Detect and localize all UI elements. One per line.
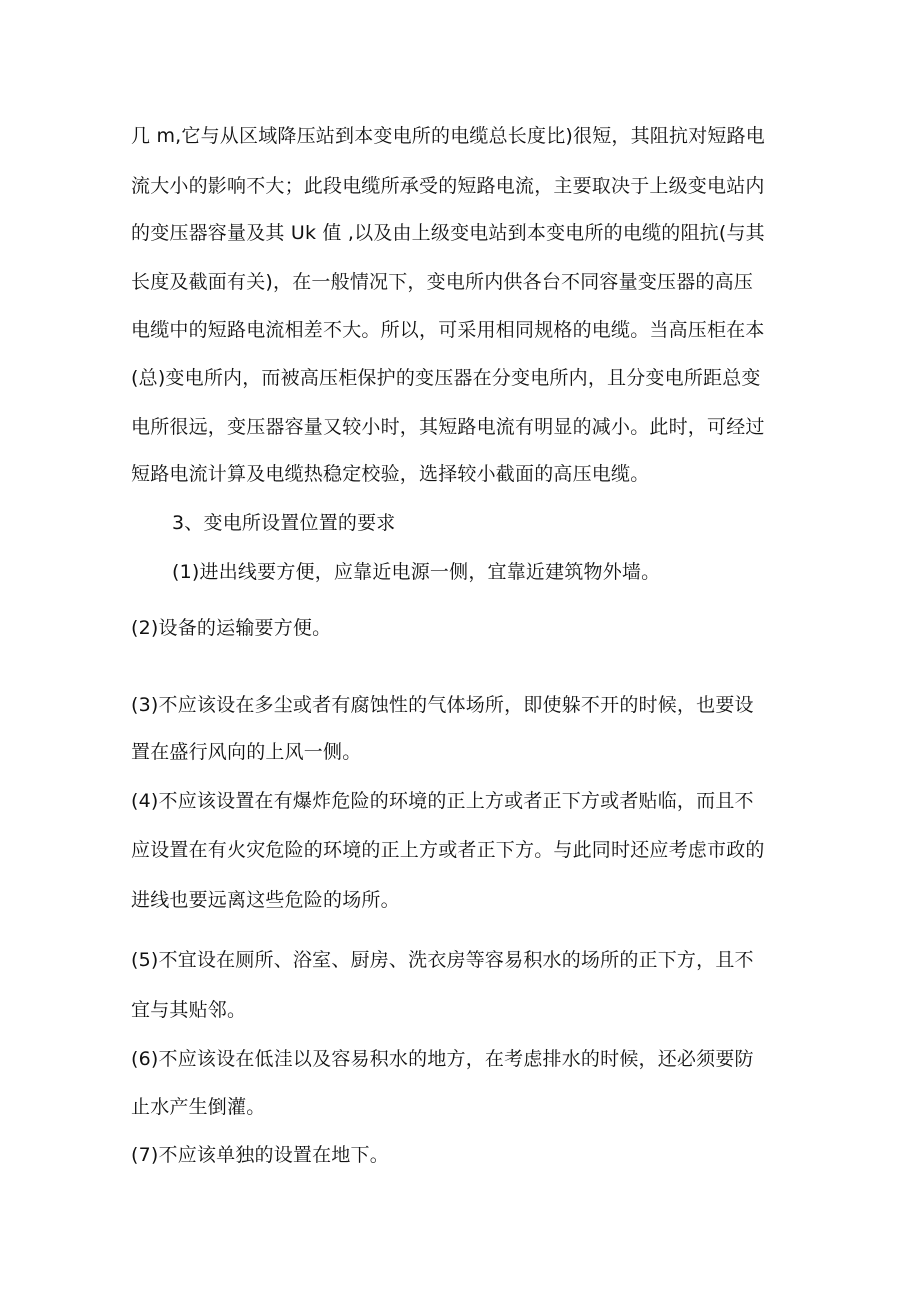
item-4-line-2: 应设置在有火灾危险的环境的正上方或者正下方。与此同时还应考虑市政的 [131, 839, 765, 861]
item-4-line-1: (4)不应该设置在有爆炸危险的环境的正上方或者正下方或者贴临，而且不 [131, 790, 754, 812]
paragraph-1-line-8: 短路电流计算及电缆热稳定校验，选择较小截面的高压电缆。 [131, 463, 650, 485]
paragraph-1-line-1: 几 m,它与从区域降压站到本变电所的电缆总长度比)很短，其阻抗对短路电 [131, 125, 766, 147]
paragraph-1-line-6: (总)变电所内，而被高压柜保护的变压器在分变电所内，且分变电所距总变 [131, 367, 761, 389]
item-2-line-1: (2)设备的运输要方便。 [131, 617, 332, 639]
paragraph-1-line-5: 电缆中的短路电流相差不大。所以，可采用相同规格的电缆。当高压柜在本 [131, 319, 765, 341]
item-3-line-2: 置在盛行风向的上风一侧。 [131, 741, 362, 763]
item-4-line-3: 进线也要远离这些危险的场所。 [131, 889, 400, 911]
item-6-line-2: 止水产生倒灌。 [131, 1096, 266, 1118]
paragraph-1-line-2: 流大小的影响不大；此段电缆所承受的短路电流，主要取决于上级变电站内 [131, 175, 765, 197]
paragraph-1-line-7: 电所很远，变压器容量又较小时，其短路电流有明显的减小。此时，可经过 [131, 416, 765, 438]
paragraph-1-line-4: 长度及截面有关)，在一般情况下，变电所内供各台不同容量变压器的高压 [131, 271, 754, 293]
paragraph-1-line-3: 的变压器容量及其 Uk 值 ,以及由上级变电站到本变电所的电缆的阻抗(与其 [131, 222, 765, 244]
item-5-line-1: (5)不宜设在厕所、浴室、厨房、洗衣房等容易积水的场所的正下方，且不 [131, 949, 754, 971]
item-3-line-1: (3)不应该设在多尘或者有腐蚀性的气体场所，即使躲不开的时候，也要设 [131, 694, 754, 716]
item-6-line-1: (6)不应该设在低洼以及容易积水的地方，在考虑排水的时候，还必须要防 [131, 1048, 754, 1070]
item-5-line-2: 宜与其贴邻。 [131, 999, 247, 1021]
item-7-line-1: (7)不应该单独的设置在地下。 [131, 1144, 389, 1166]
item-1-line-1: (1)进出线要方便，应靠近电源一侧，宜靠近建筑物外墙。 [172, 561, 661, 583]
section-heading: 3、变电所设置位置的要求 [172, 512, 396, 534]
